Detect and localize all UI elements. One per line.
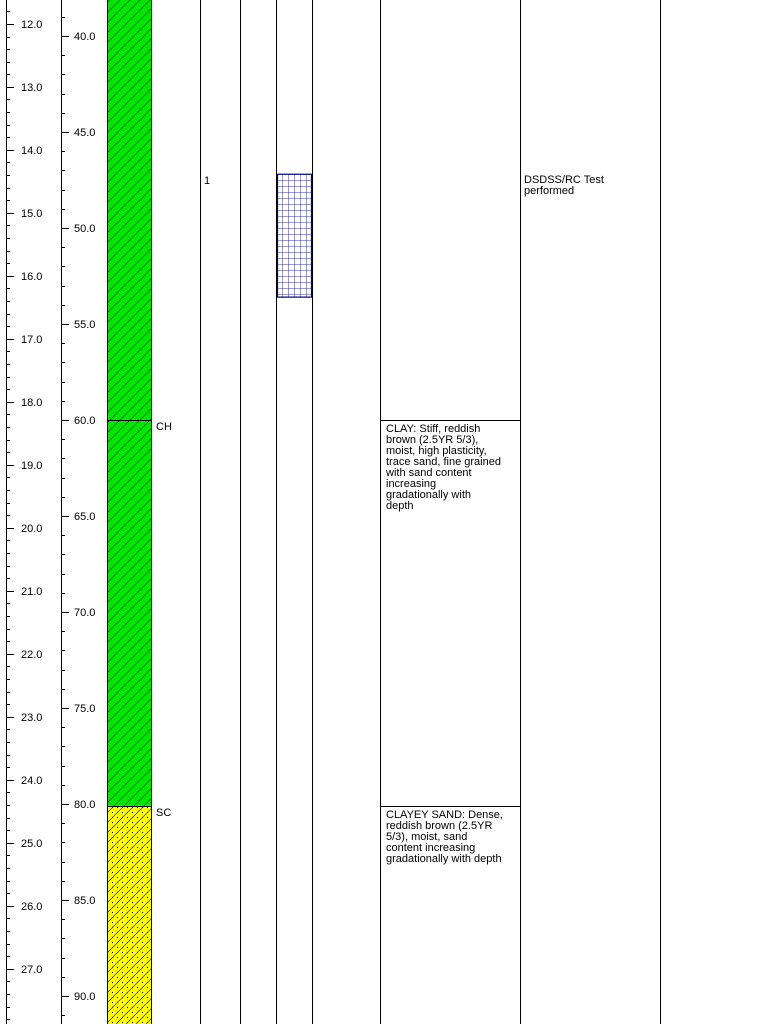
- meter-tick-label: 23.0: [21, 711, 43, 724]
- meter-scale: [7, 0, 43, 1024]
- feet-tick-label: 45.0: [74, 127, 96, 139]
- feet-tick-label: 85.0: [74, 895, 96, 907]
- soil-column: [107, 0, 172, 1024]
- meter-tick-label: 20.0: [21, 522, 43, 535]
- soil-description: CLAY: Stiff, reddish brown (2.5YR 5/3), moist, high plasticity, trace sand, fine grained with sand content increasing gradationally with depth: [386, 422, 501, 512]
- meter-tick-label: 19.0: [21, 459, 43, 472]
- feet-tick-label: 90.0: [74, 991, 96, 1003]
- meter-tick-label: 26.0: [21, 900, 43, 913]
- meter-tick-label: 15.0: [21, 207, 43, 220]
- soil-description: CLAYEY SAND: Dense, reddish brown (2.5YR 5/3), moist, sand content increasing gradationally with depth: [386, 808, 503, 865]
- feet-tick-label: 75.0: [74, 703, 96, 715]
- meter-tick-label: 17.0: [21, 333, 43, 346]
- sample-box: [278, 174, 312, 297]
- feet-scale: [62, 18, 96, 1016]
- uscs-symbol: SC: [156, 806, 172, 819]
- remark-text: DSDSS/RC Test performed: [524, 174, 604, 198]
- meter-tick-label: 12.0: [21, 18, 43, 31]
- feet-tick-label: 40.0: [74, 31, 96, 43]
- meter-tick-label: 24.0: [21, 774, 43, 787]
- feet-tick-label: 55.0: [74, 319, 96, 331]
- meter-tick-label: 25.0: [21, 837, 43, 850]
- meter-tick-label: 27.0: [21, 963, 43, 976]
- meter-tick-label: 18.0: [21, 396, 43, 409]
- uscs-symbol: CH: [156, 421, 172, 433]
- meter-tick-label: 13.0: [21, 81, 43, 94]
- feet-tick-label: 70.0: [74, 607, 96, 619]
- feet-tick-label: 80.0: [74, 799, 96, 811]
- feet-tick-label: 60.0: [74, 415, 96, 427]
- feet-tick-label: 50.0: [74, 223, 96, 235]
- meter-tick-label: 16.0: [21, 270, 43, 283]
- meter-tick-label: 21.0: [21, 585, 43, 598]
- feet-tick-label: 65.0: [74, 511, 96, 523]
- sample-number: 1: [204, 175, 211, 188]
- meter-tick-label: 22.0: [21, 648, 43, 661]
- sample-interval: [204, 174, 312, 297]
- meter-tick-label: 14.0: [21, 144, 43, 157]
